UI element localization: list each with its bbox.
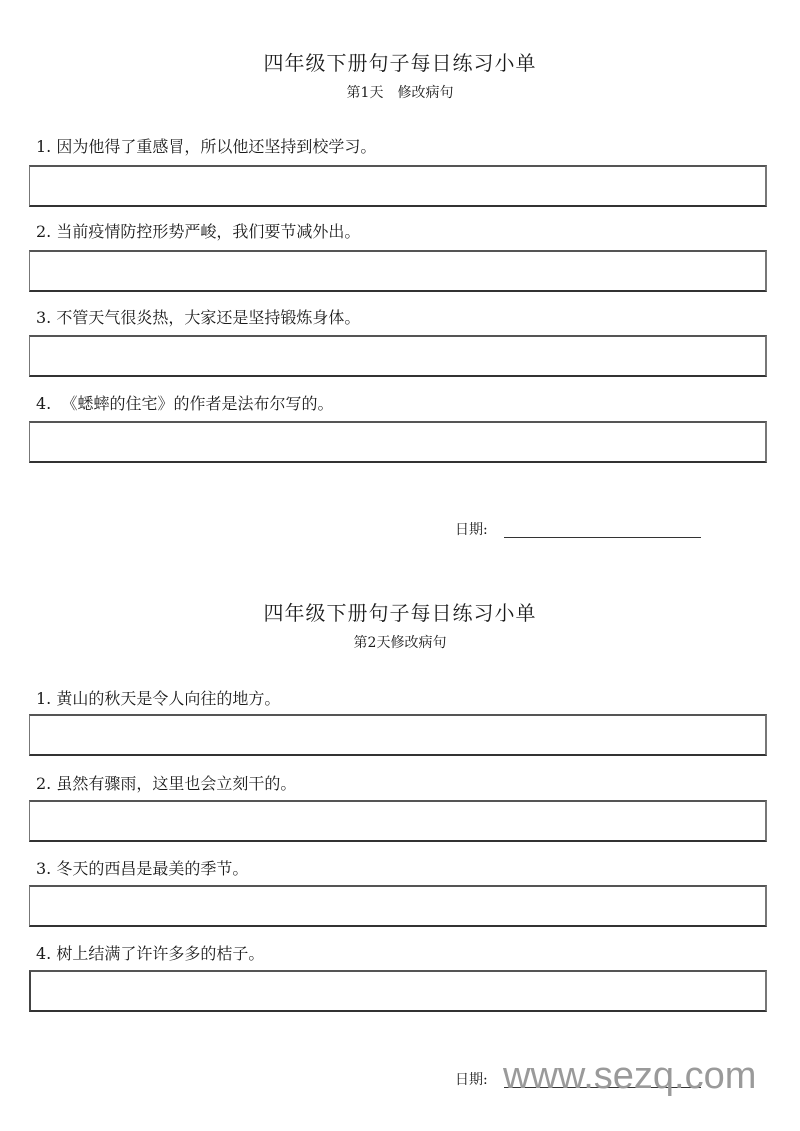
- worksheet-subtitle: 第2天修改病句: [353, 635, 447, 651]
- question-1: 1. 因为他得了重感冒，所以他还坚持到校学习。: [36, 137, 377, 156]
- answer-box-2[interactable]: [29, 800, 767, 842]
- question-3: 3. 冬天的西昌是最美的季节。: [36, 859, 249, 878]
- worksheet-subtitle: 第1天 修改病句: [346, 85, 454, 101]
- answer-box-3[interactable]: [29, 335, 767, 377]
- question-4: 4. 《蟋蟀的住宅》的作者是法布尔写的。: [36, 394, 334, 413]
- answer-box-3[interactable]: [29, 885, 767, 927]
- question-2: 2. 当前疫情防控形势严峻，我们要节减外出。: [36, 222, 361, 241]
- date-input-line[interactable]: [504, 537, 701, 538]
- answer-box-1[interactable]: [29, 165, 767, 207]
- worksheet-title: 四年级下册句子每日练习小单: [263, 601, 537, 625]
- answer-box-1[interactable]: [29, 714, 767, 756]
- answer-box-4[interactable]: [29, 970, 767, 1012]
- answer-box-2[interactable]: [29, 250, 767, 292]
- worksheet-title: 四年级下册句子每日练习小单: [263, 51, 537, 75]
- question-3: 3. 不管天气很炎热，大家还是坚持锻炼身体。: [36, 308, 361, 327]
- watermark: www.sezq.com: [503, 1055, 757, 1097]
- date-label: 日期:: [455, 522, 488, 538]
- question-1: 1. 黄山的秋天是令人向往的地方。: [36, 689, 281, 708]
- answer-box-4[interactable]: [29, 421, 767, 463]
- date-label: 日期:: [455, 1072, 488, 1088]
- question-2: 2. 虽然有骤雨，这里也会立刻干的。: [36, 774, 297, 793]
- question-4: 4. 树上结满了许许多多的桔子。: [36, 944, 265, 963]
